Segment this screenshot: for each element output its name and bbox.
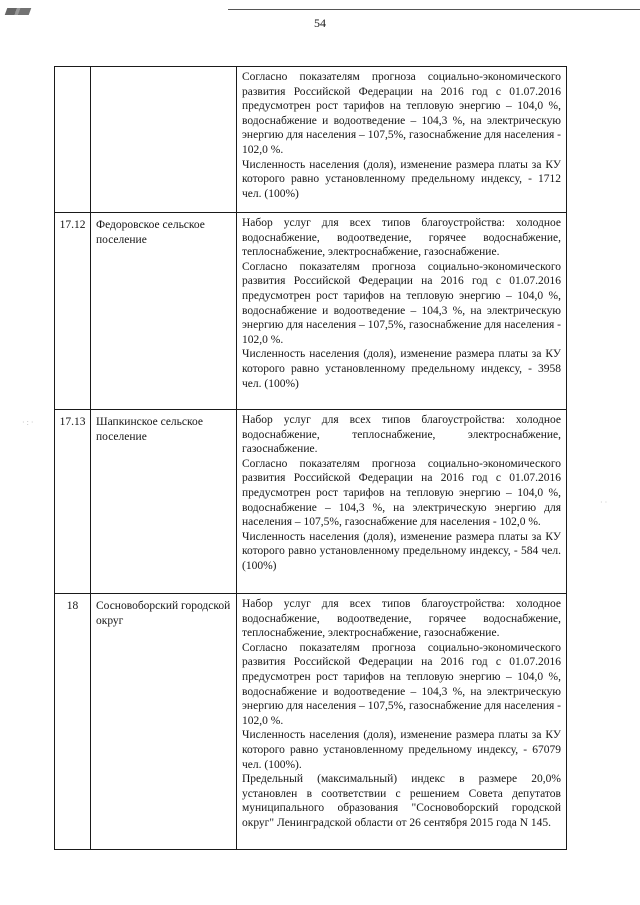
description-paragraph: Численность населения (доля), изменение размера платы за КУ которого равно установленному предельному индексу, - 584 чел. (100%)	[242, 530, 561, 572]
municipality-name-cell	[91, 67, 237, 213]
description-paragraph: Согласно показателям прогноза социально-экономического развития Российской Федерации на 2016 год с 01.07.2016 предусмотрен рост тарифов на тепловую энергию – 104,0 %, водоснабжение и водоотведение – 104,3 %, на электрическую энергию для населения – 107,5%, газоснабжение для населения - 102,0 %.	[242, 260, 561, 346]
description-paragraph: Численность населения (доля), изменение размера платы за КУ которого равно установленному предельному индексу, - 67079 чел. (100%).	[242, 729, 561, 771]
row-number-cell: 17.13	[55, 410, 91, 594]
table-row	[55, 213, 567, 410]
description-paragraph: Набор услуг для всех типов благоустройства: холодное водоснабжение, водоотведение, горячее водоснабжение, теплоснабжение, электроснабжение, газоснабжение.	[242, 598, 561, 640]
description-cell	[237, 67, 567, 213]
description-cell	[237, 410, 567, 594]
municipality-name-cell: Шапкинское сельское поселение	[91, 410, 237, 594]
description-paragraph: Предельный (максимальный) индекс в размере 20,0% установлен в соответствии с решением Совета депутатов муниципального образования "Сосновоборский городской округ" Ленинградской области от 26 сентября 2015 года N 145.	[242, 773, 561, 829]
page-number: 54	[314, 16, 326, 30]
description-paragraph: Набор услуг для всех типов благоустройства: холодное водоснабжение, водоотведение, горячее водоснабжение, теплоснабжение, электроснабжение, газоснабжение.	[242, 217, 561, 259]
table-row	[55, 410, 567, 594]
municipality-name-cell: Федоровское сельское поселение	[91, 213, 237, 410]
table-row	[55, 594, 567, 850]
description-cell	[237, 594, 567, 850]
scan-noise: · ·	[600, 498, 608, 507]
description-paragraph: Численность населения (доля), изменение размера платы за КУ которого равно установленному предельному индексу, - 1712 чел. (100%)	[242, 158, 561, 200]
municipality-name-cell: Сосновоборский городской округ	[91, 594, 237, 850]
description-paragraph: Согласно показателям прогноза социально-экономического развития Российской Федерации на 2016 год с 01.07.2016 предусмотрен рост тарифов на тепловую энергию – 104,0 %, водоснабжение и водоотведение – 104,3 %, на электрическую энергию для населения – 107,5%, газоснабжение для населения - 102,0 %.	[242, 641, 561, 727]
description-cell	[237, 213, 567, 410]
row-number-cell: 17.12	[55, 213, 91, 410]
row-number-cell	[55, 67, 91, 213]
row-number-cell: 18	[55, 594, 91, 850]
scan-noise: · : ·	[22, 418, 34, 427]
municipality-table	[54, 66, 567, 850]
description-paragraph: Согласно показателям прогноза социально-экономического развития Российской Федерации на 2016 год с 01.07.2016 предусмотрен рост тарифов на тепловую энергию – 104,0 %, водоснабжение – 104,3 %, на электрическую энергию для населения – 107,5%, газоснабжение для населения - 102,0 %.	[242, 457, 561, 529]
top-rule-line	[228, 9, 640, 10]
description-paragraph: Численность населения (доля), изменение размера платы за КУ которого равно установленному предельному индексу, - 3958 чел. (100%)	[242, 348, 561, 390]
scan-artifact-mark	[5, 8, 32, 15]
description-paragraph: Набор услуг для всех типов благоустройства: холодное водоснабжение, теплоснабжение, электроснабжение, газоснабжение.	[242, 414, 561, 456]
description-paragraph: Согласно показателям прогноза социально-экономического развития Российской Федерации на 2016 год с 01.07.2016 предусмотрен рост тарифов на тепловую энергию – 104,0 %, водоснабжение и водоотведение – 104,3 %, на электрическую энергию для населения – 107,5%, газоснабжение для населения - 102,0 %.	[242, 71, 561, 156]
table-row	[55, 67, 567, 213]
